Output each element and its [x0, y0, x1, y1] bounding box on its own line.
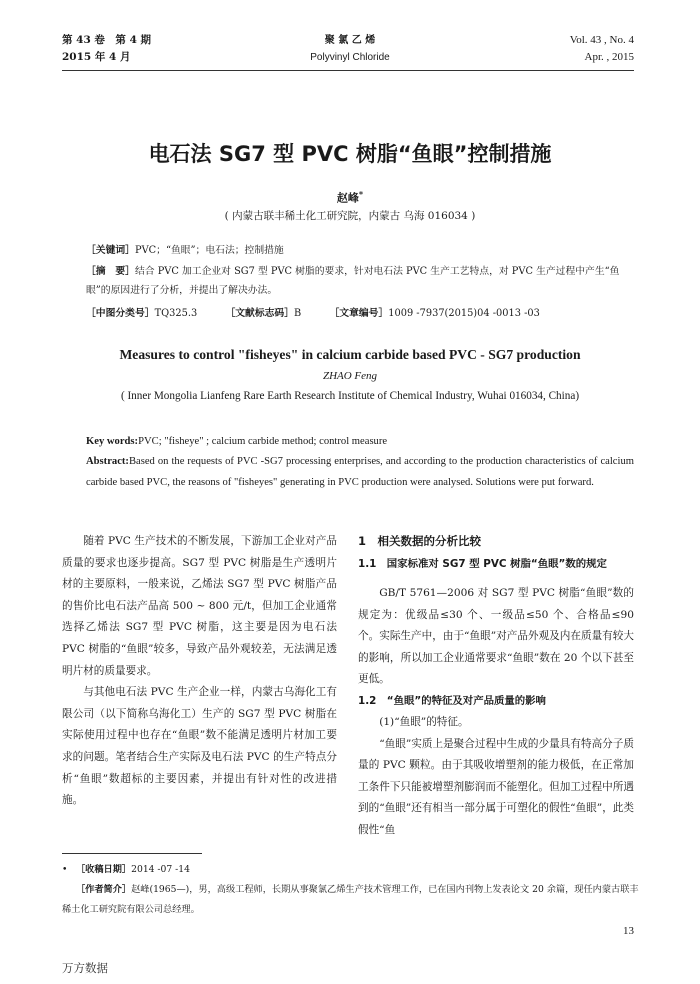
- header-volume: Vol. 43 , No. 4: [569, 34, 634, 46]
- keywords-en-text: PVC; "fisheye" ; calcium carbide method; control measure: [138, 436, 388, 447]
- footnote-rule: [62, 853, 202, 854]
- header-date: 2015 年 4 月: [62, 51, 131, 63]
- abstract-en: [86, 451, 634, 493]
- abstract-cn-text: 结合 PVC 加工企业对 SG7 型 PVC 树脂的要求，针对电石法 PVC 生产工艺特点，对 PVC 生产过程中产生“鱼眼”的原因进行了分析，并提出了解决办法。: [86, 266, 620, 296]
- header-issue: 第 43 卷 第 4 期: [62, 34, 152, 46]
- abstract-en-label: Abstract:: [86, 456, 129, 467]
- author-mark: *: [358, 189, 364, 199]
- author-name: 赵峰: [336, 191, 359, 205]
- cls-value: TQ325.3: [154, 308, 198, 319]
- header-date-en: Apr. , 2015: [584, 51, 634, 63]
- cls-label: ［中图分类号］: [86, 308, 155, 319]
- doc-label: ［文献标志码］: [225, 308, 295, 319]
- title-en: Measures to control "fisheyes" in calcium carbide based PVC - SG7 production: [119, 347, 581, 362]
- body-paragraph: 随着 PVC 生产技术的不断发展，下游加工企业对产品质量的要求也逐步提高。SG7 型 PVC 树脂是生产透明片材的主要原料，一般来说，乙烯法 SG7 型 PVC 树脂产品的售价比电石法产品高 500 ~ 800 元/t，但加工企业通常选择乙烯法 SG7 型 PVC 树脂，这主要是因为电石法 PVC 树脂的“鱼眼”较多，导致产品外观较差，无法满足透明片材的质量要求。: [62, 535, 337, 677]
- abstract-cn: [86, 262, 634, 300]
- page-number: 13: [623, 925, 634, 937]
- header-rule: [62, 70, 634, 71]
- author-en: ZHAO Feng: [322, 370, 378, 382]
- bio-label: ［作者简介］: [76, 884, 132, 895]
- header-journal-en: Polyvinyl Chloride: [310, 52, 390, 63]
- page-title: 电石法 SG7 型 PVC 树脂“鱼眼”控制措施: [148, 142, 552, 166]
- body-paragraph: 与其他电石法 PVC 生产企业一样，内蒙古乌海化工有限公司（以下简称乌海化工）生产的 SG7 型 PVC 树脂在实际使用过程中也存在“鱼眼”数不能满足透明片材加工要求的问题。笔者结合生产实际及电石法 PVC 的生产特点分析“鱼眼”数超标的主要因素，并提出有针对性的改进措施。: [62, 686, 337, 807]
- bio-text: 赵峰(1965—)，男，高级工程师，长期从事聚氯乙烯生产技术管理工作，已在国内刊物上发表论文 20 余篇，现任内蒙古联丰稀土化工研究院有限公司总经理。: [62, 884, 639, 915]
- received-label: ［收稿日期］: [76, 864, 132, 875]
- header-journal-cn: 聚 氯 乙 烯: [324, 35, 376, 46]
- affiliation-en: ( Inner Mongolia Lianfeng Rare Earth Research Institute of Chemical Industry, Wuhai 016034, China): [120, 390, 580, 402]
- art-label: ［文章编号］: [329, 308, 389, 319]
- subsection-heading: 1.1 国家标准对 SG7 型 PVC 树脂“鱼眼”数的规定: [358, 558, 607, 570]
- footnote-bio: [62, 880, 642, 920]
- keywords-cn: [86, 241, 634, 260]
- footnote-received: [62, 860, 642, 880]
- watermark: 万方数据: [62, 961, 108, 975]
- affiliation-cn: ( 内蒙古联丰稀土化工研究院，内蒙古 乌海 016034 ): [224, 210, 476, 222]
- right-column: [358, 531, 634, 842]
- keywords-cn-text: PVC；“鱼眼”；电石法；控制措施: [134, 245, 284, 256]
- doc-value: B: [294, 308, 302, 319]
- body-paragraph: (1)“鱼眼”的特征。: [379, 715, 469, 728]
- art-value: 1009 -7937(2015)04 -0013 -03: [388, 308, 540, 319]
- keywords-cn-label: ［关键词］: [86, 245, 135, 256]
- left-column: [62, 531, 337, 812]
- abstract-en-text: Based on the requests of PVC -SG7 processing enterprises, and according to the production characteristics of calcium carbide based PVC, the reasons of "fisheyes" generating in PVC production were analysed. Solutions were put forward.: [86, 456, 634, 488]
- received-date: 2014 -07 -14: [131, 864, 190, 875]
- keywords-en: [86, 431, 634, 452]
- footnote-bullet: •: [62, 864, 68, 875]
- subsection-heading: 1.2 “鱼眼”的特征及对产品质量的影响: [358, 694, 546, 707]
- body-paragraph: GB/T 5761—2006 对 SG7 型 PVC 树脂“鱼眼”数的规定为：优级品≤30 个、一级品≤50 个、合格品≤90 个。实际生产中，由于“鱼眼”对产品外观及内在质量有较大的影响，所以加工企业通常要求“鱼眼”数在 20 个以下甚至更低。: [358, 587, 634, 686]
- body-paragraph: “鱼眼”实质上是聚合过程中生成的少量具有特高分子质量的 PVC 颗粒。由于其吸收增塑剂的能力极低，在正常加工条件下只能被增塑剂膨润而不能塑化。但加工过程中所遇到的“鱼眼”还有相当一部分属于可塑化的假性“鱼眼”，此类假性“鱼: [358, 737, 634, 836]
- classification-line: [86, 304, 634, 323]
- author-line: [60, 189, 640, 206]
- section-heading: 1 相关数据的分析比较: [358, 534, 482, 548]
- keywords-en-label: Key words:: [86, 436, 139, 447]
- abstract-cn-label: ［摘 要］: [86, 266, 135, 277]
